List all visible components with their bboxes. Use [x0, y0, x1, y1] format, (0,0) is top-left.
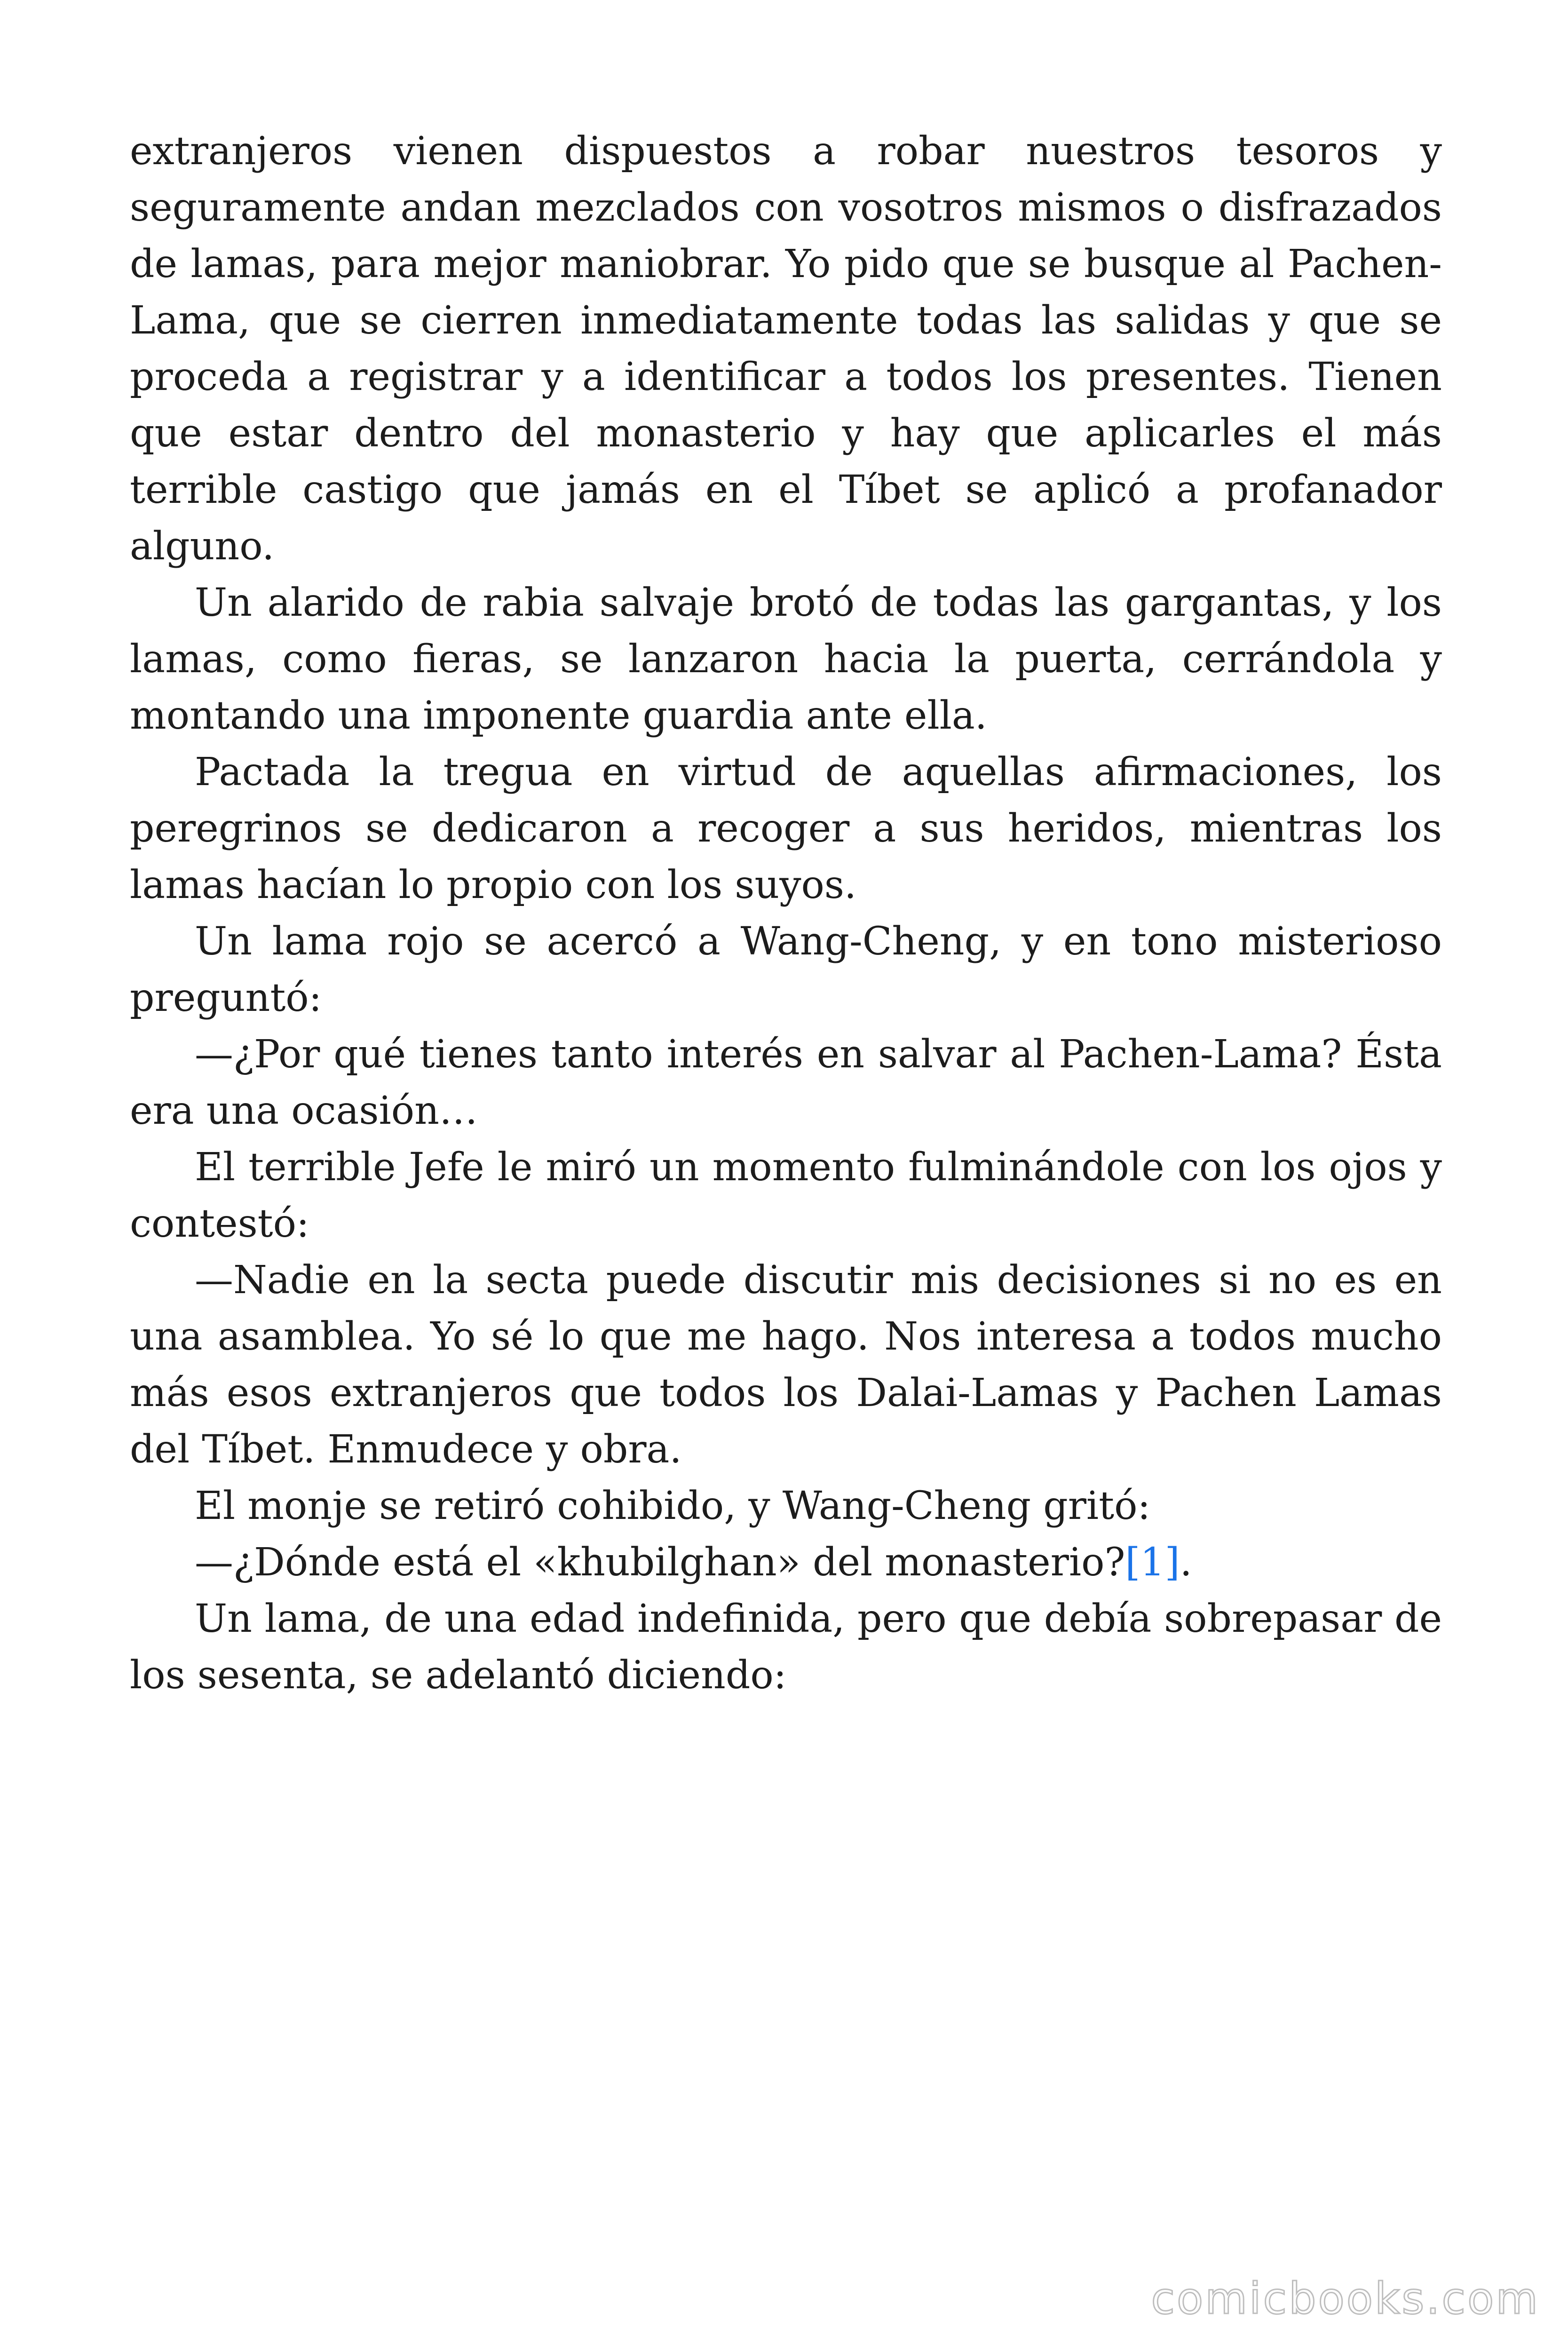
paragraph	[130, 1534, 1442, 1591]
footnote-link[interactable]: [1]	[1125, 1540, 1180, 1585]
paragraph-text: extranjeros vienen dispuestos a robar nuestros tesoros y seguramente andan mezclados con vosotros mismos o disfrazados de lamas, para mejor maniobrar. Yo pido que se busque al Pachen-Lama, que se cierren inmediatamente todas las salidas y que se proceda a registrar y a identificar a todos los presentes. Tienen que estar dentro del monasterio y hay que aplicarles el más terrible castigo que jamás en el Tíbet se aplicó a profanador alguno.	[130, 129, 1442, 569]
paragraph-text: .	[1180, 1540, 1192, 1585]
paragraph-text: Un alarido de rabia salvaje brotó de todas las gargantas, y los lamas, como fieras, se lanzaron hacia la puerta, cerrándola y montando una imponente guardia ante ella.	[130, 580, 1442, 738]
paragraph	[130, 1478, 1442, 1534]
watermark: comicbooks.com	[1151, 2273, 1540, 2324]
paragraph-text: El monje se retiró cohibido, y Wang-Cheng gritó:	[195, 1484, 1151, 1528]
paragraph	[130, 1591, 1442, 1704]
paragraph	[130, 1139, 1442, 1252]
paragraph	[130, 575, 1442, 744]
paragraph	[130, 744, 1442, 914]
paragraph	[130, 914, 1442, 1026]
paragraph-text: —¿Por qué tienes tanto interés en salvar al Pachen-Lama? Ésta era una ocasión…	[130, 1032, 1442, 1133]
paragraph-text: —¿Dónde está el «khubilghan» del monasterio?	[195, 1540, 1125, 1585]
paragraph-text: —Nadie en la secta puede discutir mis decisiones si no es en una asamblea. Yo sé lo que me hago. Nos interesa a todos mucho más esos extranjeros que todos los Dalai-Lamas y Pachen Lamas del Tíbet. Enmudece y obra.	[130, 1258, 1442, 1472]
paragraph	[130, 1026, 1442, 1139]
paragraph-text: Un lama rojo se acercó a Wang-Cheng, y en tono misterioso preguntó:	[130, 919, 1442, 1020]
paragraph	[130, 1252, 1442, 1478]
body-text	[130, 123, 1442, 1704]
paragraph-text: Un lama, de una edad indefinida, pero que debía sobrepasar de los sesenta, se adelantó diciendo:	[130, 1597, 1442, 1698]
paragraph-text: El terrible Jefe le miró un momento fulminándole con los ojos y contestó:	[130, 1145, 1442, 1246]
paragraph-text: Pactada la tregua en virtud de aquellas afirmaciones, los peregrinos se dedicaron a recoger a sus heridos, mientras los lamas hacían lo propio con los suyos.	[130, 750, 1442, 907]
paragraph	[130, 123, 1442, 575]
